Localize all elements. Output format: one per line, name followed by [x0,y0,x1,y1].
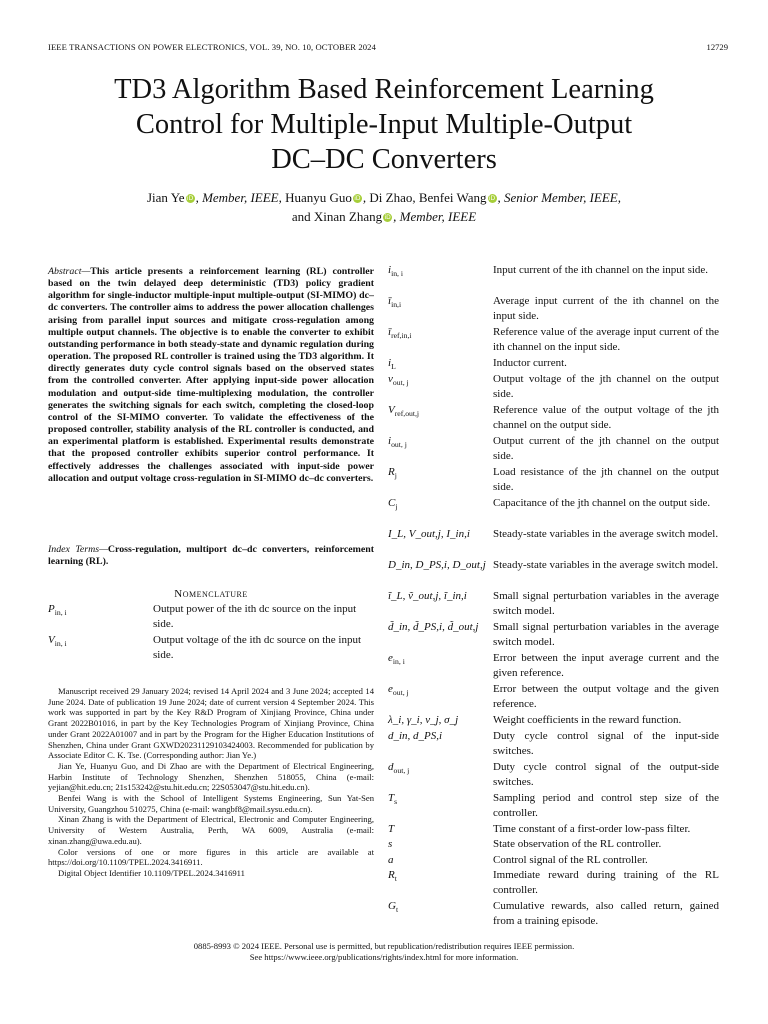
nomenclature-description: Small signal perturbation variables in the average switch model. [493,621,719,649]
symbol-base: C [388,497,396,509]
symbol-subscript: ref,in,i [391,331,412,341]
nomenclature-symbol [388,589,467,604]
author-line-2 [40,207,728,226]
symbol-subscript: j [394,471,397,481]
nomenclature-description: Steady-state variables in the average switch model. [493,559,719,571]
footnote-paragraph: Digital Object Identifier 10.1109/TPEL.2024.3416911 [58,867,245,878]
symbol-base: s [388,838,393,850]
symbol-base: v [388,373,393,385]
nomenclature-description: Inductor current. [493,357,567,369]
symbol-base: D_in, D_PS,i, D_out,j [388,559,486,571]
symbol-subscript: in, i [54,608,67,618]
nomenclature-description: Output power of the ith dc source on the input side. [153,603,357,631]
author-name: Huanyu Guo [285,190,352,205]
symbol-base: V [48,634,55,646]
nomenclature-symbol [388,403,419,421]
author-list [40,188,728,226]
symbol-subscript: in,i [391,300,402,310]
nomenclature-description: Sampling period and control step size of the controller. [493,792,719,820]
nomenclature-description: Capacitance of the jth channel on the output side. [493,497,711,509]
symbol-subscript: in, i [392,657,405,667]
nomenclature-description: Output current of the jth channel on the output side. [493,435,719,463]
nomenclature-description: Immediate reward during training of the RL controller. [493,869,719,897]
nomenclature-description: Steady-state variables in the average switch model. [493,528,719,540]
author-affiliation: , [362,190,370,205]
copyright-notice [40,941,728,963]
symbol-base: V [388,404,395,416]
symbol-base: d [388,761,394,773]
author-affiliation: , Member, IEEE, [195,190,286,205]
nomenclature-symbol [388,620,478,635]
author-affiliation: , Senior Member, IEEE, [497,190,621,205]
symbol-subscript: out, j [391,440,407,450]
running-header: IEEE TRANSACTIONS ON POWER ELECTRONICS, VOL. 39, NO. 10, OCTOBER 2024 [48,42,376,52]
symbol-base: i [388,264,392,276]
nomenclature-heading: Nomenclature [174,588,248,600]
abstract [48,266,374,485]
symbol-base: λ_i, γ_i, ν_j, σ_j [388,714,459,726]
title-line: Control for Multiple-Input Multiple-Output [135,109,633,140]
nomenclature-symbol [388,263,403,281]
nomenclature-symbol [388,465,397,483]
nomenclature-description: Cumulative rewards, also called return, gained from a training episode. [493,900,719,928]
symbol-subscript: ref,out,j [394,409,420,419]
symbol-subscript: in, i [391,269,404,279]
nomenclature-description: Reference value of the average input current of the ith channel on the input side. [493,326,719,354]
symbol-base: ī [388,326,392,338]
symbol-base: e [388,683,393,695]
author-name: and Xinan Zhang [291,209,383,224]
footnote-paragraph: Jian Ye, Huanyu Guo, and Di Zhao are with the Department of Electrical Engineering, Harbin Institute of Technology Shenzhen, Shenzhen 518055, China (e-mail: yejian@hit.edu.cn; 21s153242@stu.hit.edu.cn; 22S053047@stu.hit.edu.cn). [48,760,374,793]
nomenclature-symbol [388,372,409,390]
symbol-base: T [388,823,395,835]
title-line: DC–DC Converters [271,144,497,175]
nomenclature-description: Average input current of the ith channel on the input side. [493,295,719,323]
author-line-1 [40,188,728,207]
nomenclature-description: Weight coefficients in the reward function. [493,714,682,726]
nomenclature-symbol [388,496,397,514]
symbol-subscript: out, j [393,766,410,776]
page-number: 12729 [706,42,728,52]
title-line: TD3 Algorithm Based Reinforcement Learning [114,74,654,105]
nomenclature-symbol [388,651,405,669]
nomenclature-description: Small signal perturbation variables in the average switch model. [493,590,719,618]
nomenclature-symbol [388,558,486,573]
symbol-base: R [388,869,395,881]
nomenclature-symbol [388,682,409,700]
nomenclature-symbol [388,434,407,452]
copyright-line: See https://www.ieee.org/publications/rights/index.html for more information. [249,952,519,962]
author-name: Jian Ye [146,190,185,205]
symbol-base: ĩ_L, ṽ_out,j, ĩ_in,i [388,590,467,602]
footnote-paragraph: Color versions of one or more figures in this article are available at https://doi.org/10.1109/TPEL.2024.3416911. [48,846,374,868]
symbol-subscript: t [395,905,399,915]
nomenclature-symbol [388,760,409,778]
nomenclature-description: Reference value of the output voltage of the jth channel on the output side. [493,404,719,432]
footnote-paragraph: Xinan Zhang is with the Department of Electrical, Electronic and Computer Engineering, University of Western Australia, Perth, WA 6009, Australia (e-mail: xinan.zhang@uwa.edu.au). [48,814,374,846]
author-name: Di Zhao, Benfei Wang [369,190,487,205]
nomenclature-description: Output voltage of the jth channel on the output side. [493,373,719,401]
symbol-base: i [388,357,392,369]
index-terms-text: Cross-regulation, multiport dc–dc converters, reinforcement learning (RL). [48,544,374,568]
orcid-icon[interactable]: iD [354,195,361,202]
abstract-label: Abstract— [48,266,91,277]
nomenclature-description: State observation of the RL controller. [493,838,662,850]
author-affiliation: , Member, IEEE [393,209,477,224]
nomenclature-description: Time constant of a first-order low-pass filter. [493,823,691,835]
orcid-icon[interactable]: iD [186,195,194,202]
symbol-subscript: out, j [392,688,409,698]
nomenclature-symbol [388,729,442,744]
symbol-base: ī [388,295,392,307]
nomenclature-description: Error between the input average current and the given reference. [493,652,719,680]
index-terms [48,544,374,568]
symbol-base: R [388,466,395,478]
symbol-base: d_in, d_PS,i [388,730,443,742]
symbol-subscript: s [394,797,398,807]
symbol-base: e [388,652,393,664]
nomenclature-description: Control signal of the RL controller. [493,854,648,866]
symbol-subscript: j [395,502,398,512]
nomenclature-symbol [388,853,394,868]
nomenclature-symbol [388,294,401,312]
footnote [48,686,374,879]
nomenclature-description: Input current of the ith channel on the input side. [493,264,709,276]
nomenclature-symbol [388,868,397,886]
symbol-base: G [388,900,396,912]
symbol-subscript: L [391,362,396,372]
nomenclature-description: Error between the output voltage and the given reference. [493,683,719,711]
symbol-base: d̃_in, d̃_PS,i, d̃_out,j [388,621,479,633]
symbol-base: I_L, V_out,j, I_in,i [388,528,470,540]
nomenclature-symbol [388,325,412,343]
symbol-subscript: out, j [392,378,409,388]
symbol-base: a [388,854,394,866]
symbol-base: i [388,435,392,447]
nomenclature-symbol [388,713,458,728]
abstract-text: This article presents a reinforcement learning (RL) controller based on the twin delayed deep deterministic (TD3) policy gradient algorithm for single-inductor multiple-input multiple-output (SI-MIMO) dc–dc converters. The controller aims to address the power allocation challenges arising from parallel input sources and mitigate cross-regulation among multiple output channels. The objective is to enable the converter to exhibit outstanding performance in both steady-state and dynamic regulation during operation. The proposed RL controller is trained using the TD3 algorithm. It directly generates duty cycle control signals based on the observed states from the controlled converter. After applying input-side power allocation modulation and output-side time-multiplexing modulation, the controller generates the switching signals for each switch, completing the closed-loop control of the SI-MIMO converter. To validate the effectiveness of the proposed controller, stability analysis of the RL controller is conducted, and an experimental platform is established. Experimental results demonstrate that the proposed controller exhibits superior control performance. It effectively addresses the challenges associated with input-side power allocation and output voltage cross-regulation in SI-MIMO dc–dc converters. [48,266,374,484]
symbol-subscript: t [394,874,397,884]
orcid-icon[interactable]: iD [384,214,391,221]
copyright-line: 0885-8993 © 2024 IEEE. Personal use is permitted, but republication/redistribution requires IEEE permission. [193,941,575,951]
nomenclature-symbol [388,837,392,852]
nomenclature-description: Duty cycle control signal of the output-side switches. [493,761,719,789]
nomenclature-description: Load resistance of the jth channel on the output side. [493,466,719,494]
nomenclature-symbol [48,633,67,651]
footnote-paragraph: Benfei Wang is with the School of Intelligent Systems Engineering, Sun Yat-Sen University, Guangzhou 510275, China (e-mail: wangbf8@mail.sysu.edu.cn). [48,793,374,814]
nomenclature-symbol [388,822,394,837]
footnote-paragraph: Manuscript received 29 January 2024; revised 14 April 2024 and 3 June 2024; accepted 14 June 2024. Date of publication 19 June 2024; date of current version 4 September 2024. This work was supported in part by the Key R&D Program of Xinjiang Province, China under Grant 2022B01016, in part by the Key Technologies Program of Xinjiang Province, China under Grant 2022A01007 and in part by the Program for the Higher Education Institutions of Shenzhen, China under Grant GXWD20231129103424003. Recommended for publication by Associate Editor C. K. Tse. (Corresponding author: Jian Ye.) [48,686,374,761]
index-terms-label: Index Terms— [48,544,108,555]
nomenclature-symbol [48,602,67,620]
nomenclature-description: Output voltage of the ith dc source on the input side. [153,634,362,662]
symbol-subscript: in, i [54,639,67,649]
nomenclature-symbol [388,791,397,809]
nomenclature-description: Duty cycle control signal of the input-side switches. [493,730,719,758]
nomenclature-symbol [388,527,470,542]
symbol-base: P [48,603,55,615]
nomenclature-symbol [388,899,398,917]
paper-title [40,72,728,177]
symbol-base: T [388,792,395,804]
orcid-icon[interactable]: iD [488,195,496,202]
